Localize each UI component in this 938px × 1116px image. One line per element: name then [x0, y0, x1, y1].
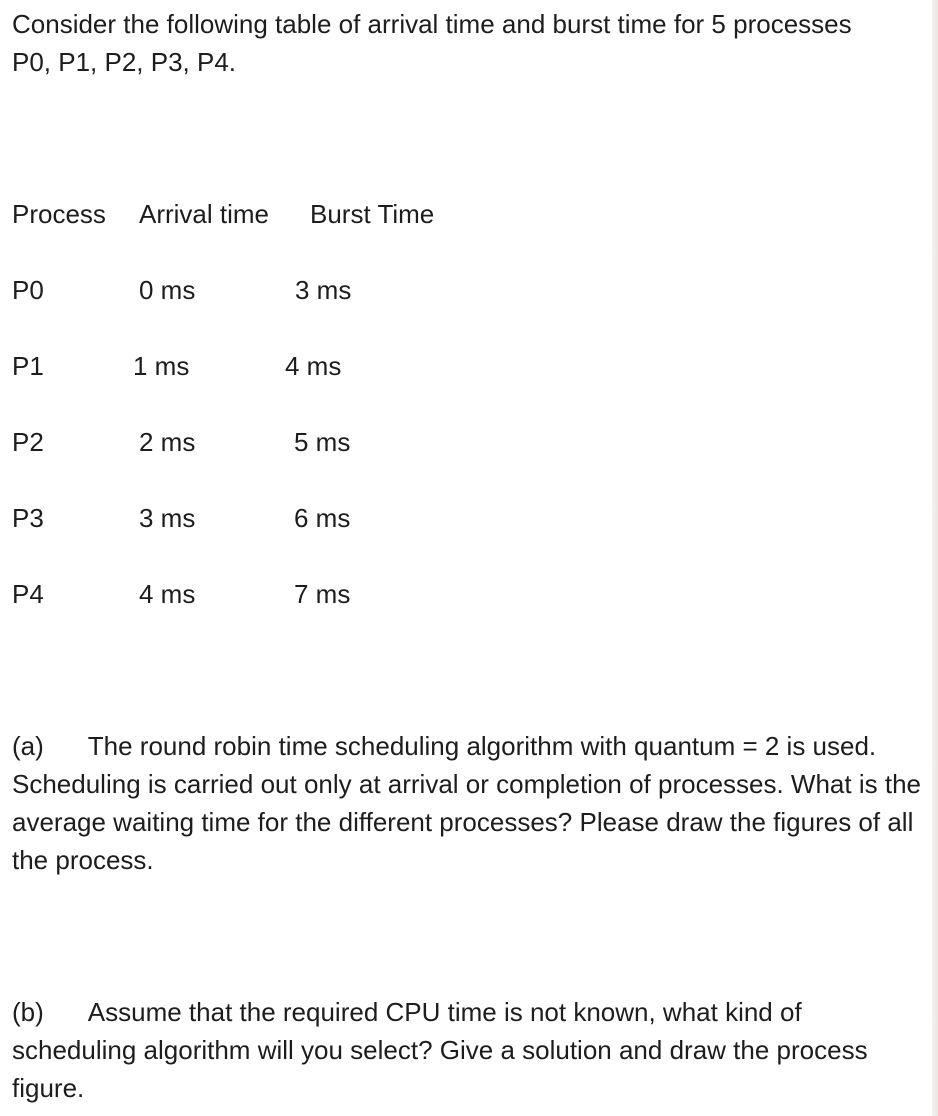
burst-time: 3 ms [295, 275, 352, 305]
burst-time: 6 ms [294, 503, 351, 533]
process-name: P0 [12, 275, 44, 305]
arrival-time: 1 ms [133, 351, 190, 381]
question-b [12, 993, 924, 1107]
question-b-label: (b) [12, 997, 44, 1027]
page-edge [932, 0, 938, 1116]
intro-text: Consider the following table of arrival time and burst time for 5 processes P0, P1, P2, P3, P4. [12, 9, 852, 77]
header-process: Process [12, 199, 106, 229]
arrival-time: 2 ms [139, 427, 196, 457]
arrival-time: 4 ms [139, 579, 196, 609]
question-a-text: The round robin time scheduling algorithm with quantum = 2 is used. Scheduling is carried out only at arrival or completion of processes. What is the average waiting time for the different processes? Please draw the figures of all the process. [12, 731, 921, 875]
header-burst-time: Burst Time [310, 199, 435, 229]
process-name: P2 [12, 427, 44, 457]
process-name: P3 [12, 503, 44, 533]
process-name: P4 [12, 579, 44, 609]
burst-time: 4 ms [285, 351, 342, 381]
header-arrival-time: Arrival time [139, 199, 270, 229]
arrival-time: 0 ms [139, 275, 196, 305]
burst-time: 5 ms [294, 427, 351, 457]
arrival-time: 3 ms [139, 503, 196, 533]
question-a [12, 727, 924, 879]
question-a-label: (a) [12, 731, 44, 761]
question-b-text: Assume that the required CPU time is not known, what kind of scheduling algorithm will you select? Give a solution and draw the process figure. [12, 997, 868, 1103]
process-name: P1 [12, 351, 44, 381]
burst-time: 7 ms [294, 579, 351, 609]
